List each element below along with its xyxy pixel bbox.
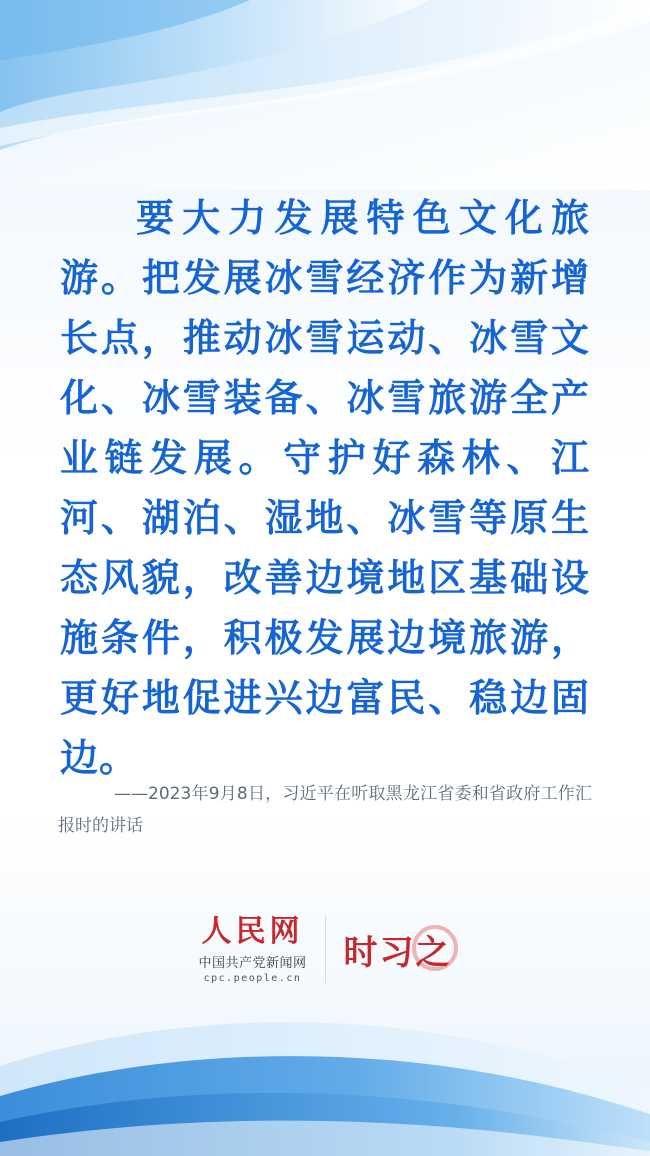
people-cn-logo	[198, 915, 325, 984]
quote-block	[60, 188, 590, 788]
quote-text: 要大力发展特色文化旅游。把发展冰雪经济作为新增长点，推动冰雪运动、冰雪文化、冰雪装备、冰雪旅游全产业链发展。守护好森林、江河、湖泊、湿地、冰雪等原生态风貌，改善边境地区基础设施条件，积极发展边境旅游，更好地促进兴边富民、稳边固边。	[60, 196, 590, 780]
top-wave-svg	[0, 0, 650, 190]
people-cn-title: 人民网	[201, 914, 304, 949]
column-logo-text: 时习之	[343, 933, 452, 973]
people-cn-subtitle: 中国共产党新闻网	[198, 956, 307, 971]
logo-row	[0, 915, 650, 984]
people-cn-url: cpc.people.cn	[203, 973, 302, 984]
top-decoration	[0, 0, 650, 190]
attribution-text: ——2023年9月8日，习近平在听取黑龙江省委和省政府工作汇报时的讲话	[58, 784, 592, 836]
column-logo	[344, 921, 452, 979]
